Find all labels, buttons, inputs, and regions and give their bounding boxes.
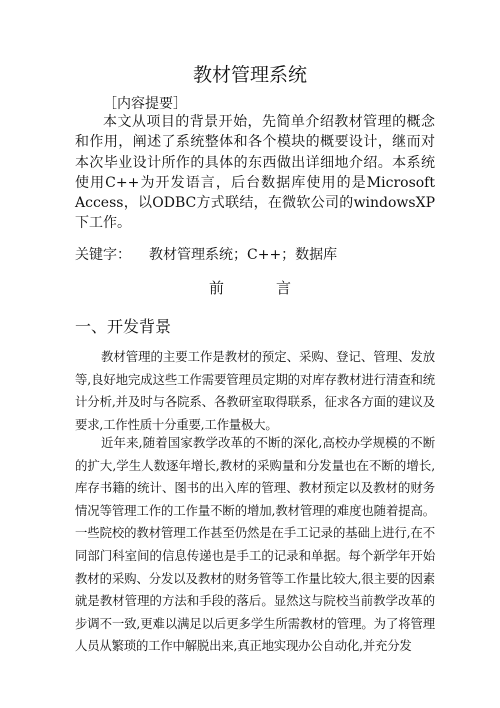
keywords-label: 关键字： (75, 247, 131, 263)
paragraph-1-text: 教材管理的主要工作是教材的预定、采购、登记、管理、发放等,良好地完成这些工作需要管理员定期的对库存教材进行清查和统计分析,并及时与各院系、各教研室取得联系，征求各方面的建议及要求,工作性质十分重要,工作量极大。 (75, 349, 435, 432)
preface-char-1: 前 (208, 279, 224, 297)
document-title: 教材管理系统 (192, 64, 307, 86)
preface-heading (0, 277, 500, 298)
abstract-text: 本文从项目的背景开始，先简单介绍教材管理的概念和作用，阐述了系统整体和各个模块的概要设计，继而对本次毕业设计所作的具体的东西做出详细地介绍。本系统使用C++为开发语言，后台数据库使用的是Microsoft Access，以ODBC方式联结，在微软公司的windowsXP下工作。 (75, 114, 435, 232)
abstract-paragraph (75, 112, 435, 234)
keywords-line (75, 244, 337, 264)
preface-char-2: 言 (276, 279, 292, 297)
section-heading: 一、开发背景 (75, 317, 172, 336)
abstract-label: ［内容提要］ (103, 96, 187, 112)
paragraph-2-text: 近年来,随着国家教学改革的不断的深化,高校办学规模的不断的扩大,学生人数逐年增长,教材的采购量和分发量也在不断的增长,库存书籍的统计、图书的出入库的管理、教材预定以及教材的财务情况等管理工作的工作量不断的增加,教材管理的难度也随着提高。一些院校的教材管理工作甚至仍然是在手工记录的基础上进行,在不同部门科室间的信息传递也是手工的记录和单据。每个新学年开始教材的采购、分发以及教材的财务管等工作量比较大,很主要的因素就是教材管理的方法和手段的落后。显然这与院校当前教学改革的步调不一致,更难以满足以后更多学生所需教材的管理。为了将管理人员从繁琐的工作中解脱出来,真正地实现办公自动化,并充分发 (75, 435, 435, 654)
body-paragraph-1 (75, 346, 435, 436)
keywords-text: 教材管理系统；C++；数据库 (149, 247, 338, 263)
body-paragraph-2 (75, 432, 435, 658)
